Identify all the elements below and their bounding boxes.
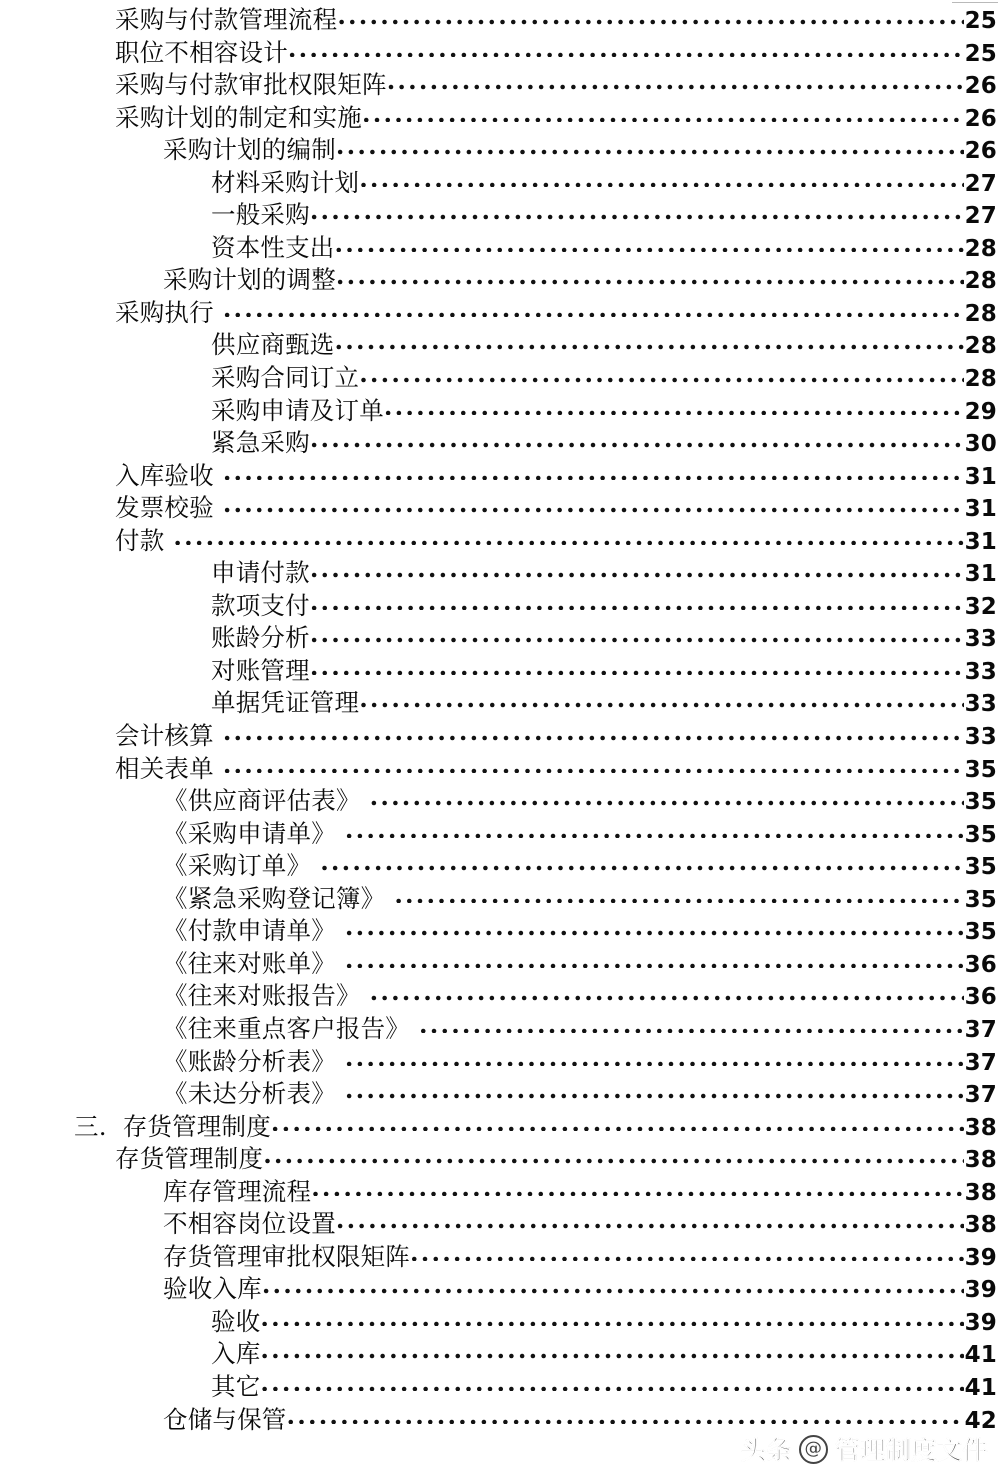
toc-dot-leader [336,260,964,285]
toc-entry[interactable] [0,1404,1006,1437]
toc-entry-page-number: 38 [964,1114,997,1141]
toc-dot-leader [345,1074,964,1099]
watermark-account-label: 管理制度文件 [834,1436,988,1465]
toc-entry-title: 《采购订单》 [163,851,312,881]
toc-entry-title: 采购合同订立 [211,363,360,393]
toc-entry-title: 申请付款 [211,558,310,588]
toc-dot-leader [271,1107,964,1132]
toc-dot-leader [287,1400,964,1425]
toc-dot-leader [394,879,963,904]
toc-entry-page-number: 33 [964,658,997,685]
toc-entry-title: 账龄分析 [211,623,310,653]
toc-entry-number: 三. [74,1111,107,1141]
toc-entry-page-number: 25 [964,8,997,34]
toc-entry-title: 供应商甄选 [211,330,335,360]
toc-entry-page-number: 36 [964,984,997,1011]
toc-entry-page-number: 26 [964,73,997,100]
toc-dot-leader [387,65,964,90]
toc-entry-page-number: 28 [964,235,997,262]
toc-entry-page-number: 28 [964,268,997,295]
toc-entry-title: 存货管理制度 [115,1144,264,1174]
toc-entry-page-number: 35 [964,886,997,913]
toc-entry-page-number: 27 [964,203,997,230]
toc-entry-page-number: 42 [964,1407,997,1434]
toc-entry-page-number: 31 [964,496,997,523]
toc-dot-leader [336,1204,964,1229]
toc-dot-leader [370,976,964,1001]
toc-dot-leader [223,716,964,741]
toc-entry-title: 库存管理流程 [163,1176,312,1206]
toc-dot-leader [345,814,964,839]
toc-entry-title: 《采购申请单》 [163,818,336,848]
toc-entry-title: 发票校验 [115,493,214,523]
toc-entry-title: 存货管理审批权限矩阵 [163,1241,410,1271]
toutiao-watermark [741,1431,988,1467]
toc-dot-leader [262,1269,964,1294]
toc-entry-page-number: 31 [964,463,997,490]
toc-entry-title: 单据凭证管理 [211,688,360,718]
at-sign-icon: @ [799,1435,828,1464]
toc-entry-page-number: 39 [964,1309,997,1336]
toc-entry-title: 《未达分析表》 [163,1079,336,1109]
toc-dot-leader [223,456,964,481]
toc-entry-title: 《账龄分析表》 [163,1046,336,1076]
toc-entry-page-number: 25 [964,40,997,67]
toc-entry-title: 验收 [211,1306,261,1336]
toc-entry-title: 《付款申请单》 [163,916,336,946]
toc-dot-leader [310,423,964,448]
toc-entry-title: 入库验收 [115,460,214,490]
toc-entry-page-number: 35 [964,854,997,881]
toc-entry-title: 采购与付款管理流程 [115,5,338,34]
toc-entry-title: 资本性支出 [211,232,335,262]
toc-entry-page-number: 33 [964,691,997,718]
toc-entry-title: 仓储与保管 [163,1404,287,1434]
toc-dot-leader [410,1237,964,1262]
toc-dot-leader [223,293,964,318]
toc-entry-title: 紧急采购 [211,428,310,458]
toc-dot-leader [223,749,964,774]
toc-entry-page-number: 28 [964,366,997,393]
toc-dot-leader [345,911,964,936]
toc-entry-page-number: 28 [964,300,997,327]
toc-entry-page-number: 41 [964,1342,997,1369]
toc-dot-leader [337,0,963,25]
toc-entry-page-number: 31 [964,561,997,588]
toc-dot-leader [320,846,963,871]
toc-dot-leader [260,1367,963,1392]
toc-entry-page-number: 38 [964,1179,997,1206]
toc-entry-page-number: 26 [964,138,997,165]
toc-entry-title: 一般采购 [211,200,310,230]
toc-entry-page-number: 33 [964,626,997,653]
toc-dot-leader [310,651,964,676]
toc-entry-title: 相关表单 [115,753,214,783]
toc-dot-leader [223,488,964,513]
watermark-brand-label: 头条 [740,1436,792,1465]
toc-entry-page-number: 37 [964,1049,997,1076]
toc-entry-title: 款项支付 [211,590,310,620]
toc-entry-page-number: 36 [964,951,997,978]
toc-entry-title: 采购申请及订单 [211,395,384,425]
toc-entry-page-number: 37 [964,1016,997,1043]
toc-entry-page-number: 28 [964,333,997,360]
toc-entry-page-number: 38 [964,1212,997,1239]
toc-dot-leader [419,1009,964,1034]
toc-entry-title: 《往来对账单》 [163,948,336,978]
toc-entry-page-number: 32 [964,593,997,620]
toc-entry-title: 《往来重点客户报告》 [163,1013,410,1043]
toc-entry-page-number: 30 [964,431,997,458]
toc-entry-title: 《往来对账报告》 [163,981,361,1011]
toc-dot-leader [310,618,964,643]
toc-entry-page-number: 33 [964,724,997,751]
toc-dot-leader [311,1172,963,1197]
toc-entry-title: 对账管理 [211,655,310,685]
toc-dot-leader [336,130,964,155]
toc-entry-page-number: 39 [964,1244,997,1271]
toc-entry-title: 采购计划的编制 [163,135,336,165]
toc-entry-title: 入库 [211,1339,261,1369]
toc-entry-list [0,4,1006,1436]
toc-dot-leader [335,228,964,253]
toc-entry-title: 其它 [211,1371,261,1401]
toc-entry-title: 《紧急采购登记簿》 [163,883,386,913]
toc-dot-leader [384,391,964,416]
toc-dot-leader [370,781,964,806]
toc-entry-page-number: 35 [964,756,997,783]
toc-dot-leader [335,325,964,350]
toc-dot-leader [345,944,964,969]
toc-entry-title: 付款 [115,525,165,555]
toc-dot-leader [173,521,963,546]
toc-dot-leader [260,1334,963,1359]
toc-entry-title: 职位不相容设计 [115,37,288,67]
toc-entry-page-number: 38 [964,1147,997,1174]
toc-entry-title: 材料采购计划 [211,167,360,197]
toc-entry-title: 采购计划的制定和实施 [115,102,362,132]
toc-dot-leader [345,1042,964,1067]
toc-entry-page-number: 37 [964,1082,997,1109]
toc-entry-page-number: 29 [964,398,997,425]
toc-dot-leader [362,98,964,123]
toc-entry-title: 会计核算 [115,721,214,751]
toc-dot-leader [310,195,964,220]
toc-dot-leader [260,1302,963,1327]
toc-entry-page-number: 35 [964,789,997,816]
toc-entry-page-number: 35 [964,821,997,848]
toc-dot-leader [288,33,964,58]
toc-entry-title: 采购执行 [115,297,214,327]
toc-entry-title: 验收入库 [163,1274,262,1304]
toc-dot-leader [359,358,963,383]
toc-dot-leader [310,553,964,578]
toc-entry-title: 不相容岗位设置 [163,1209,336,1239]
toc-entry-page-number: 39 [964,1277,997,1304]
toc-dot-leader [359,683,963,708]
toc-entry-page-number: 27 [964,170,997,197]
toc-dot-leader [310,586,964,611]
toc-entry-title: 采购计划的调整 [163,265,336,295]
toc-entry-title: 存货管理制度 [122,1111,271,1141]
toc-entry-title: 《供应商评估表》 [163,786,361,816]
toc-entry-page-number: 26 [964,105,997,132]
toc-entry-page-number: 41 [964,1374,997,1401]
toc-entry-page-number: 31 [964,528,997,555]
toc-entry-title: 采购与付款审批权限矩阵 [115,70,387,100]
toc-dot-leader [359,163,963,188]
toc-entry-page-number: 35 [964,919,997,946]
toc-dot-leader [263,1139,963,1164]
